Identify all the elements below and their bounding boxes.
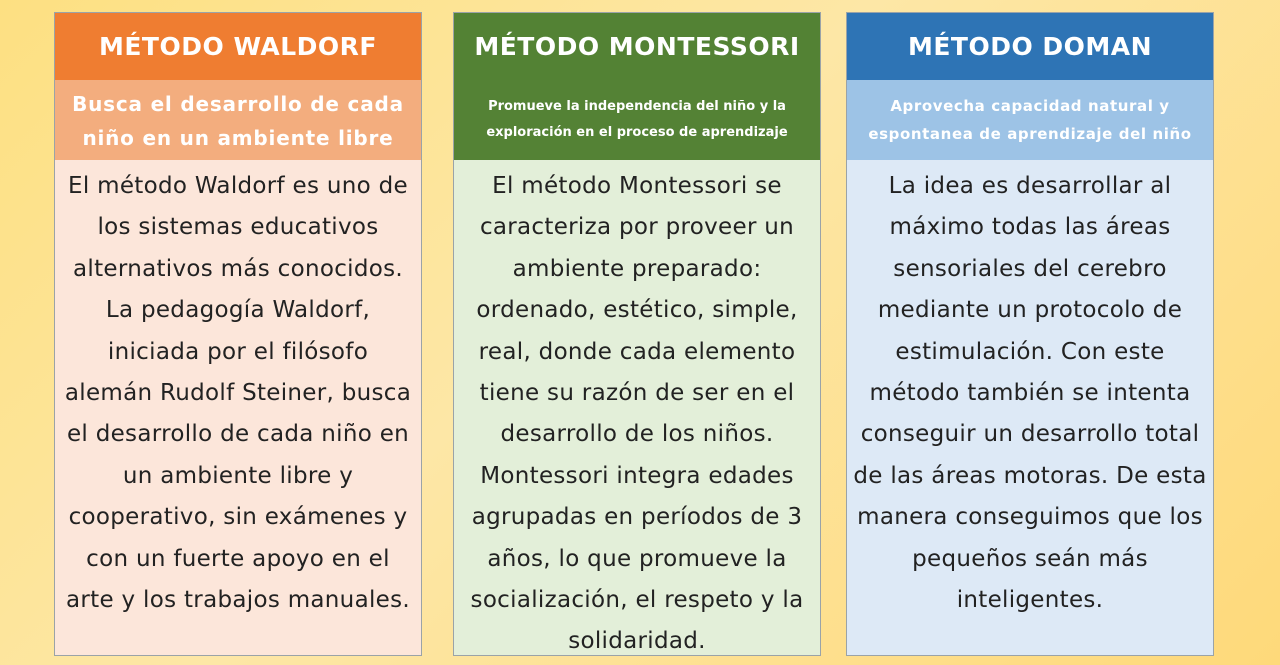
doman-subtitle: Aprovecha capacidad natural y espontanea de aprendizaje del niño xyxy=(847,80,1213,160)
waldorf-description xyxy=(55,160,421,655)
doman-title: MÉTODO DOMAN xyxy=(847,13,1213,80)
doman-description-text: La idea es desarrollar al máximo todas las áreas sensoriales del cerebro mediante un protocolo de estimulación. Con este método también se intenta conseguir un desarrollo total de las áreas motoras. De esta manera conseguimos que los pequeños seán más inteligentes. xyxy=(853,173,1207,614)
waldorf-subtitle: Busca el desarrollo de cada niño en un ambiente libre xyxy=(55,80,421,160)
doman-card xyxy=(846,12,1214,656)
waldorf-card xyxy=(54,12,422,656)
montessori-description-text: El método Montessori se caracteriza por proveer un ambiente preparado: ordenado, estético, simple, real, donde cada elemento tiene su razón de ser en el desarrollo de los niños. Montessori integra edades agrupadas en períodos de 3 años, lo que promueve la socialización, el respeto y la solidaridad. xyxy=(470,173,804,655)
montessori-subtitle: Promueve la independencia del niño y la exploración en el proceso de aprendizaje xyxy=(454,80,820,160)
montessori-card xyxy=(453,12,821,656)
montessori-description xyxy=(454,160,820,655)
waldorf-description-text: El método Waldorf es uno de los sistemas educativos alternativos más conocidos. La pedagogía Waldorf, iniciada por el filósofo alemán Rudolf Steiner, busca el desarrollo de cada niño en un ambiente libre y cooperativo, sin exámenes y con un fuerte apoyo en el arte y los trabajos manuales. xyxy=(64,173,412,614)
montessori-title: MÉTODO MONTESSORI xyxy=(454,13,820,80)
waldorf-title: MÉTODO WALDORF xyxy=(55,13,421,80)
doman-description xyxy=(847,160,1213,655)
